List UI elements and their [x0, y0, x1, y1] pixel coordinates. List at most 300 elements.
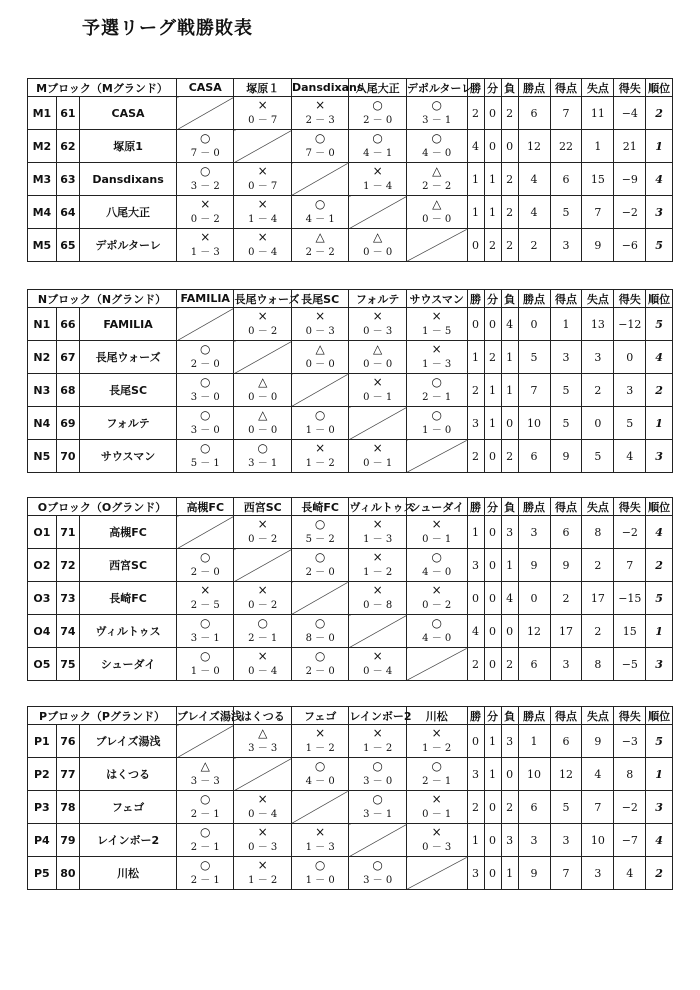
- team-name: フォルテ: [80, 407, 177, 440]
- stat-value: 6: [518, 440, 550, 473]
- match-result-cell: [406, 725, 467, 758]
- match-result-cell: [234, 440, 291, 473]
- stat-value: 0: [484, 97, 501, 130]
- stat-value: 2: [484, 341, 501, 374]
- stat-value: 11: [582, 97, 614, 130]
- match-result-cell: [177, 582, 234, 615]
- team-row: [28, 824, 673, 857]
- match-result-cell: [349, 97, 406, 130]
- match-score: 0 － 7: [248, 181, 278, 192]
- team-name: 長尾SC: [80, 374, 177, 407]
- result-symbol: ○: [314, 197, 326, 211]
- match-score: 7 － 0: [305, 148, 335, 159]
- team-id: N3: [28, 374, 57, 407]
- match-score: 3 － 1: [190, 633, 220, 644]
- rank-value: 2: [646, 374, 673, 407]
- stat-value: 0: [484, 308, 501, 341]
- stat-value: 0: [518, 582, 550, 615]
- result-symbol: △: [258, 726, 268, 740]
- team-id: N1: [28, 308, 57, 341]
- result-symbol: ○: [257, 616, 268, 630]
- match-score: 2 － 0: [363, 115, 393, 126]
- match-score: 1 － 2: [363, 743, 393, 754]
- rank-value: 3: [646, 196, 673, 229]
- stat-header: 失点: [582, 707, 614, 725]
- stat-value: 1: [467, 516, 484, 549]
- self-match-cell: [234, 341, 291, 374]
- match-score: 3 － 2: [190, 181, 220, 192]
- opponent-header: FAMILIA: [177, 290, 234, 308]
- rank-value: 5: [646, 582, 673, 615]
- stat-value: 2: [582, 549, 614, 582]
- self-match-cell: [234, 758, 291, 791]
- result-symbol: ×: [431, 825, 442, 839]
- stat-value: 3: [467, 758, 484, 791]
- stat-value: 0: [484, 615, 501, 648]
- result-symbol: ○: [431, 550, 442, 564]
- stat-value: 3: [501, 725, 518, 758]
- result-symbol: △: [432, 164, 442, 178]
- result-symbol: ○: [199, 441, 211, 455]
- match-result-cell: [177, 824, 234, 857]
- stat-value: 0: [484, 440, 501, 473]
- stat-value: 9: [582, 229, 614, 262]
- team-id: M3: [28, 163, 57, 196]
- rank-value: 4: [646, 341, 673, 374]
- stat-header: 負: [501, 79, 518, 97]
- match-result-cell: [234, 824, 291, 857]
- stat-value: 2: [501, 163, 518, 196]
- match-result-cell: [234, 229, 291, 262]
- stat-value: −7: [614, 824, 646, 857]
- stat-value: 2: [501, 229, 518, 262]
- team-id: P1: [28, 725, 57, 758]
- stat-value: 1: [467, 163, 484, 196]
- stat-value: 9: [518, 857, 550, 890]
- stat-value: 0: [484, 791, 501, 824]
- result-symbol: ○: [314, 649, 326, 663]
- match-result-cell: [291, 758, 348, 791]
- page-title: 予選リーグ戦勝敗表: [82, 18, 253, 39]
- stat-value: 0: [484, 824, 501, 857]
- match-result-cell: [349, 549, 406, 582]
- stat-header: 勝点: [518, 707, 550, 725]
- match-score: 3 － 3: [190, 776, 220, 787]
- result-symbol: ×: [315, 825, 326, 839]
- stat-value: −3: [614, 725, 646, 758]
- stat-value: 12: [518, 615, 550, 648]
- stat-value: 3: [550, 341, 582, 374]
- result-symbol: ×: [372, 164, 383, 178]
- match-score: 2 － 5: [190, 600, 220, 611]
- result-symbol: ○: [199, 131, 211, 145]
- stat-header: 分: [484, 79, 501, 97]
- stat-value: 5: [582, 440, 614, 473]
- header-row: [28, 707, 673, 725]
- team-row: [28, 615, 673, 648]
- match-result-cell: [177, 440, 234, 473]
- match-score: 0 － 3: [422, 842, 452, 853]
- match-score: 0 － 2: [248, 326, 278, 337]
- stat-header: 負: [501, 290, 518, 308]
- stat-value: 2: [501, 440, 518, 473]
- stat-value: 5: [550, 791, 582, 824]
- stat-value: 15: [582, 163, 614, 196]
- result-symbol: ×: [257, 649, 268, 663]
- match-score: 0 － 0: [363, 359, 393, 370]
- match-result-cell: [291, 615, 348, 648]
- stat-header: 勝点: [518, 498, 550, 516]
- team-number: 68: [56, 374, 79, 407]
- match-result-cell: [177, 615, 234, 648]
- team-name: はくつる: [80, 758, 177, 791]
- rank-value: 3: [646, 791, 673, 824]
- result-symbol: ○: [199, 792, 211, 806]
- self-match-cell: [177, 308, 234, 341]
- stat-header: 勝: [467, 707, 484, 725]
- match-score: 0 － 3: [248, 842, 278, 853]
- result-symbol: ○: [199, 616, 211, 630]
- match-result-cell: [406, 516, 467, 549]
- opponent-header: 高槻FC: [177, 498, 234, 516]
- rank-value: 4: [646, 516, 673, 549]
- stat-value: 9: [550, 549, 582, 582]
- result-symbol: ×: [200, 583, 211, 597]
- match-result-cell: [349, 341, 406, 374]
- result-symbol: ×: [257, 583, 268, 597]
- match-score: 0 － 0: [305, 359, 335, 370]
- team-number: 65: [56, 229, 79, 262]
- opponent-header: シューダイ: [406, 498, 467, 516]
- opponent-header: 塚原１: [234, 79, 291, 97]
- stat-value: −12: [614, 308, 646, 341]
- match-score: 0 － 1: [422, 809, 452, 820]
- match-result-cell: [291, 308, 348, 341]
- match-score: 1 － 3: [190, 247, 220, 258]
- match-score: 8 － 0: [305, 633, 335, 644]
- stat-value: 6: [550, 163, 582, 196]
- stat-value: 3: [582, 857, 614, 890]
- result-symbol: ○: [199, 649, 211, 663]
- team-number: 75: [56, 648, 79, 681]
- result-symbol: △: [373, 342, 383, 356]
- stat-value: 13: [582, 308, 614, 341]
- stat-value: 5: [518, 341, 550, 374]
- result-symbol: ×: [372, 441, 383, 455]
- stat-value: 1: [518, 725, 550, 758]
- team-id: M2: [28, 130, 57, 163]
- stat-value: 2: [501, 648, 518, 681]
- stat-value: 1: [484, 725, 501, 758]
- match-score: 1 － 5: [422, 326, 452, 337]
- team-id: O4: [28, 615, 57, 648]
- match-score: 0 － 2: [190, 214, 220, 225]
- result-symbol: ○: [314, 550, 326, 564]
- stat-value: 1: [550, 308, 582, 341]
- match-result-cell: [177, 374, 234, 407]
- result-symbol: ○: [257, 441, 268, 455]
- match-result-cell: [406, 824, 467, 857]
- team-name: 八尾大正: [80, 196, 177, 229]
- stat-value: −2: [614, 196, 646, 229]
- match-score: 0 － 2: [422, 600, 452, 611]
- rank-value: 5: [646, 725, 673, 758]
- stat-value: 21: [614, 130, 646, 163]
- result-symbol: ○: [431, 131, 442, 145]
- match-result-cell: [234, 615, 291, 648]
- stat-header: 得失: [614, 707, 646, 725]
- team-row: [28, 758, 673, 791]
- match-score: 3 － 1: [422, 115, 452, 126]
- opponent-header: 長崎FC: [291, 498, 348, 516]
- stat-value: 9: [518, 549, 550, 582]
- team-id: M4: [28, 196, 57, 229]
- result-symbol: ○: [372, 858, 383, 872]
- result-symbol: ×: [315, 726, 326, 740]
- block-table-3: [27, 497, 673, 681]
- self-match-cell: [349, 824, 406, 857]
- opponent-header: 西宮SC: [234, 498, 291, 516]
- match-score: 2 － 1: [190, 842, 220, 853]
- team-name: Dansdixans: [80, 163, 177, 196]
- match-score: 0 － 1: [363, 392, 393, 403]
- stat-value: 3: [550, 648, 582, 681]
- match-result-cell: [177, 549, 234, 582]
- team-number: 72: [56, 549, 79, 582]
- match-score: 0 － 0: [248, 425, 278, 436]
- team-id: O5: [28, 648, 57, 681]
- stat-value: 3: [550, 824, 582, 857]
- stat-value: 5: [550, 196, 582, 229]
- match-result-cell: [234, 163, 291, 196]
- self-match-cell: [406, 440, 467, 473]
- opponent-header: はくつる: [234, 707, 291, 725]
- match-result-cell: [234, 648, 291, 681]
- match-result-cell: [234, 97, 291, 130]
- stat-value: −4: [614, 97, 646, 130]
- result-symbol: △: [315, 342, 325, 356]
- team-row: [28, 648, 673, 681]
- match-result-cell: [349, 229, 406, 262]
- match-score: 2 － 0: [305, 666, 335, 677]
- result-symbol: ○: [372, 792, 383, 806]
- team-id: O3: [28, 582, 57, 615]
- match-score: 1 － 0: [422, 425, 452, 436]
- team-row: [28, 374, 673, 407]
- stat-value: 0: [501, 130, 518, 163]
- match-result-cell: [234, 407, 291, 440]
- match-result-cell: [177, 130, 234, 163]
- stat-value: −2: [614, 516, 646, 549]
- stat-value: 0: [582, 407, 614, 440]
- opponent-header: フォルテ: [349, 290, 406, 308]
- result-symbol: △: [258, 375, 268, 389]
- match-score: 4 － 1: [305, 214, 335, 225]
- stat-value: 2: [467, 97, 484, 130]
- team-name: 川松: [80, 857, 177, 890]
- stat-value: 4: [582, 758, 614, 791]
- stat-header: 得失: [614, 498, 646, 516]
- team-row: [28, 130, 673, 163]
- opponent-header: 八尾大正: [349, 79, 406, 97]
- match-score: 0 － 1: [422, 534, 452, 545]
- team-row: [28, 308, 673, 341]
- stat-value: 3: [467, 857, 484, 890]
- match-result-cell: [406, 308, 467, 341]
- rank-value: 5: [646, 308, 673, 341]
- match-result-cell: [177, 857, 234, 890]
- team-row: [28, 407, 673, 440]
- match-score: 2 － 1: [422, 392, 452, 403]
- match-result-cell: [406, 97, 467, 130]
- team-row: [28, 163, 673, 196]
- result-symbol: ×: [257, 197, 268, 211]
- match-score: 1 － 4: [363, 181, 393, 192]
- stat-value: 3: [501, 824, 518, 857]
- stat-value: 0: [467, 725, 484, 758]
- opponent-header: Dansdixans: [291, 79, 348, 97]
- team-row: [28, 857, 673, 890]
- result-symbol: ×: [372, 550, 383, 564]
- match-result-cell: [349, 308, 406, 341]
- header-row: [28, 79, 673, 97]
- result-symbol: ○: [314, 131, 326, 145]
- stat-header: 順位: [646, 707, 673, 725]
- match-result-cell: [291, 97, 348, 130]
- stat-value: 0: [484, 582, 501, 615]
- team-number: 78: [56, 791, 79, 824]
- match-score: 3 － 1: [248, 458, 278, 469]
- self-match-cell: [406, 857, 467, 890]
- result-symbol: ×: [257, 517, 268, 531]
- result-symbol: ○: [431, 616, 442, 630]
- opponent-header: ヴィルトゥス: [349, 498, 406, 516]
- stat-header: 勝点: [518, 290, 550, 308]
- stat-value: 3: [614, 374, 646, 407]
- rank-value: 1: [646, 130, 673, 163]
- rank-value: 3: [646, 648, 673, 681]
- result-symbol: ○: [431, 759, 442, 773]
- stat-header: 負: [501, 498, 518, 516]
- stat-value: 4: [467, 130, 484, 163]
- team-name: 高槻FC: [80, 516, 177, 549]
- result-symbol: ○: [199, 825, 211, 839]
- result-symbol: ×: [257, 164, 268, 178]
- team-name: 塚原1: [80, 130, 177, 163]
- self-match-cell: [349, 407, 406, 440]
- result-symbol: ○: [199, 408, 211, 422]
- self-match-cell: [177, 97, 234, 130]
- team-id: O2: [28, 549, 57, 582]
- self-match-cell: [234, 130, 291, 163]
- stat-value: 4: [518, 196, 550, 229]
- team-number: 63: [56, 163, 79, 196]
- result-symbol: ○: [314, 408, 326, 422]
- stat-value: −5: [614, 648, 646, 681]
- match-result-cell: [291, 229, 348, 262]
- self-match-cell: [406, 229, 467, 262]
- stat-value: 7: [614, 549, 646, 582]
- team-row: [28, 97, 673, 130]
- match-score: 4 － 0: [422, 633, 452, 644]
- team-row: [28, 725, 673, 758]
- stat-header: 勝: [467, 79, 484, 97]
- stat-value: 1: [501, 857, 518, 890]
- stat-value: 2: [501, 97, 518, 130]
- stat-value: 5: [550, 407, 582, 440]
- match-result-cell: [349, 758, 406, 791]
- match-result-cell: [349, 791, 406, 824]
- result-symbol: ○: [431, 375, 442, 389]
- match-result-cell: [177, 648, 234, 681]
- rank-value: 2: [646, 857, 673, 890]
- team-name: ブレイズ湯浅: [80, 725, 177, 758]
- header-row: [28, 498, 673, 516]
- match-score: 3 － 0: [363, 875, 393, 886]
- match-result-cell: [291, 725, 348, 758]
- match-result-cell: [291, 130, 348, 163]
- result-symbol: ○: [372, 759, 383, 773]
- stat-value: 2: [467, 374, 484, 407]
- result-symbol: ×: [315, 309, 326, 323]
- match-result-cell: [291, 516, 348, 549]
- match-score: 2 － 3: [305, 115, 335, 126]
- match-score: 2 － 0: [190, 567, 220, 578]
- stat-value: 0: [484, 130, 501, 163]
- match-score: 0 － 8: [363, 600, 393, 611]
- match-result-cell: [234, 791, 291, 824]
- result-symbol: ○: [199, 164, 211, 178]
- team-number: 76: [56, 725, 79, 758]
- stat-value: 9: [550, 440, 582, 473]
- stat-header: 失点: [582, 498, 614, 516]
- stat-value: 8: [614, 758, 646, 791]
- stat-value: 6: [550, 516, 582, 549]
- team-number: 77: [56, 758, 79, 791]
- match-score: 4 － 0: [422, 567, 452, 578]
- result-symbol: ○: [314, 616, 326, 630]
- match-result-cell: [406, 130, 467, 163]
- stat-value: 1: [484, 374, 501, 407]
- stat-header: 得点: [550, 290, 582, 308]
- match-score: 4 － 1: [363, 148, 393, 159]
- result-symbol: ○: [372, 98, 383, 112]
- stat-value: 0: [501, 615, 518, 648]
- result-symbol: ○: [199, 375, 211, 389]
- match-score: 0 － 1: [363, 458, 393, 469]
- stat-value: 2: [501, 196, 518, 229]
- match-result-cell: [177, 791, 234, 824]
- rank-value: 1: [646, 758, 673, 791]
- match-score: 0 － 7: [248, 115, 278, 126]
- match-score: 0 － 0: [422, 214, 452, 225]
- result-symbol: ×: [315, 441, 326, 455]
- result-symbol: ○: [199, 550, 211, 564]
- match-result-cell: [349, 130, 406, 163]
- rank-value: 1: [646, 615, 673, 648]
- match-score: 0 － 3: [305, 326, 335, 337]
- match-result-cell: [291, 648, 348, 681]
- match-score: 4 － 0: [305, 776, 335, 787]
- match-result-cell: [349, 857, 406, 890]
- match-result-cell: [406, 758, 467, 791]
- block-table-1: [27, 78, 673, 262]
- stat-value: 3: [518, 516, 550, 549]
- opponent-header: デポルターレ: [406, 79, 467, 97]
- stat-value: 5: [550, 374, 582, 407]
- opponent-header: CASA: [177, 79, 234, 97]
- stat-value: 0: [501, 407, 518, 440]
